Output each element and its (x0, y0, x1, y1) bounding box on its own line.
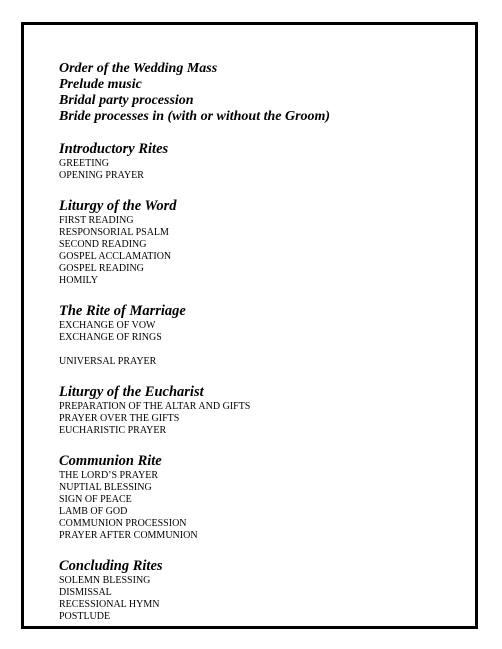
section-rite-of-marriage (59, 303, 459, 368)
list-item: GREETING (59, 158, 109, 169)
section-introductory-rites (59, 141, 459, 182)
list-item: UNIVERSAL PRAYER (59, 356, 157, 367)
intro-line-bride-processes: Bride processes in (with or without the Groom) (59, 109, 331, 124)
list-item: PRAYER OVER THE GIFTS (59, 413, 180, 424)
list-item: SOLEMN BLESSING (59, 575, 151, 586)
list-item: COMMUNION PROCESSION (59, 518, 187, 529)
document-title: Order of the Wedding Mass (59, 61, 218, 76)
intro-line-prelude: Prelude music (59, 77, 142, 92)
list-item: EXCHANGE OF RINGS (59, 332, 162, 343)
section-communion-rite (59, 453, 459, 542)
section-heading: Liturgy of the Eucharist (59, 384, 204, 400)
list-item: DISMISSAL (59, 587, 112, 598)
list-item: RECESSIONAL HYMN (59, 599, 160, 610)
list-item: THE LORD’S PRAYER (59, 470, 159, 481)
list-item: PRAYER AFTER COMMUNION (59, 530, 198, 541)
list-item: NUPTIAL BLESSING (59, 482, 152, 493)
list-item: SIGN OF PEACE (59, 494, 132, 505)
list-item: POSTLUDE (59, 611, 111, 622)
section-liturgy-of-the-eucharist (59, 384, 459, 437)
list-item: EUCHARISTIC PRAYER (59, 425, 167, 436)
list-item: GOSPEL READING (59, 263, 144, 274)
section-heading: The Rite of Marriage (59, 303, 186, 319)
list-item: LAMB OF GOD (59, 506, 128, 517)
section-liturgy-of-the-word (59, 198, 459, 287)
section-heading: Concluding Rites (59, 558, 163, 574)
section-concluding-rites (59, 558, 459, 623)
intro-block (59, 61, 459, 125)
section-heading: Communion Rite (59, 453, 162, 469)
list-item: PREPARATION OF THE ALTAR AND GIFTS (59, 401, 251, 412)
list-item: EXCHANGE OF VOW (59, 320, 156, 331)
section-heading: Liturgy of the Word (59, 198, 177, 214)
list-item: HOMILY (59, 275, 98, 286)
list-item: GOSPEL ACCLAMATION (59, 251, 172, 262)
section-heading: Introductory Rites (59, 141, 169, 157)
list-item: OPENING PRAYER (59, 170, 144, 181)
list-item: RESPONSORIAL PSALM (59, 227, 169, 238)
list-item: SECOND READING (59, 239, 147, 250)
document-body (59, 61, 459, 623)
intro-line-bridal-party: Bridal party procession (59, 93, 194, 108)
list-item: FIRST READING (59, 215, 134, 226)
